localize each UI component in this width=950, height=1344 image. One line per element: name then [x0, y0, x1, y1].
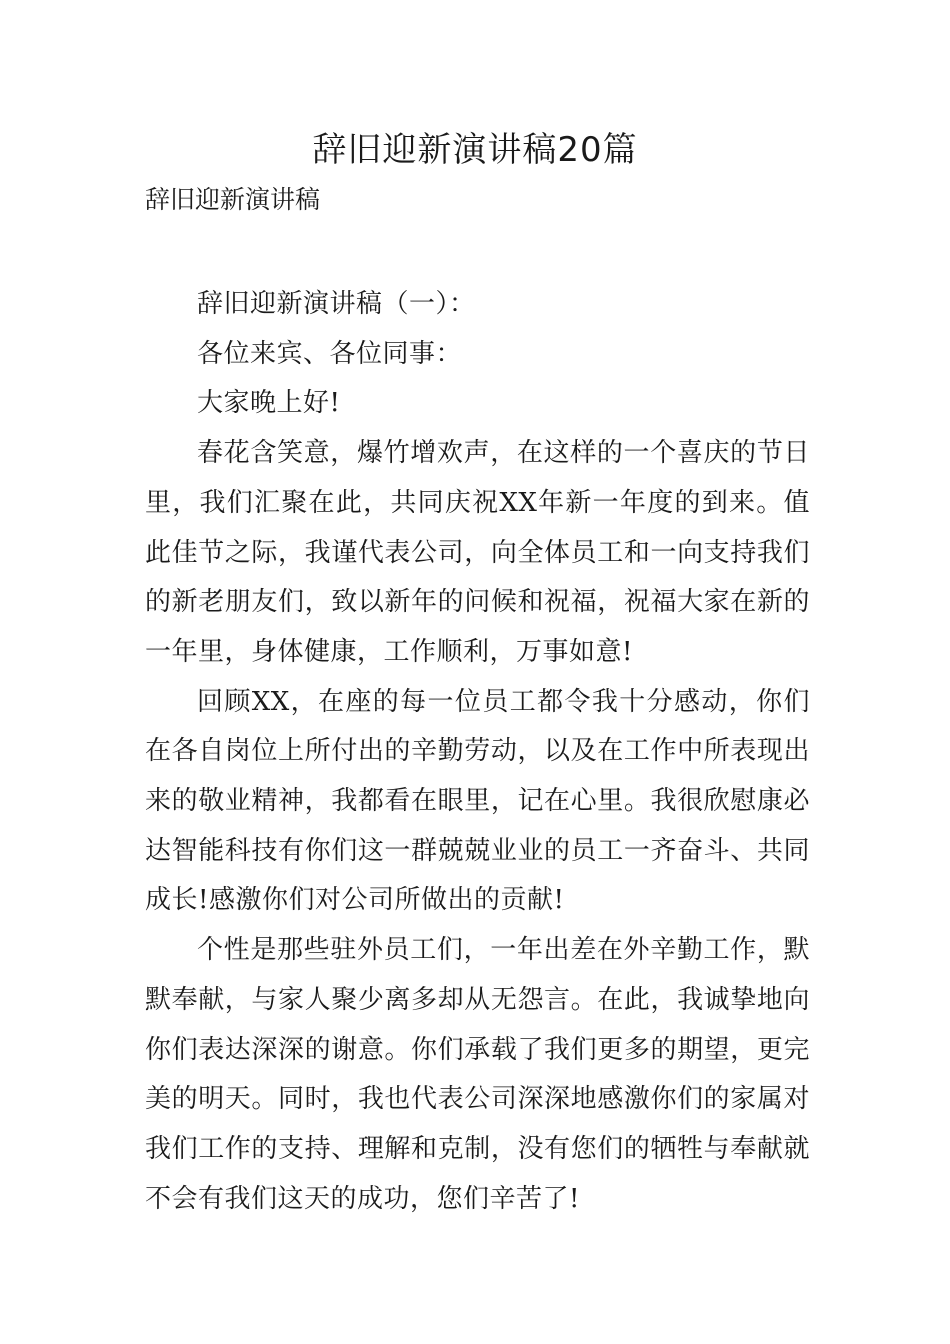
document-body	[145, 280, 810, 1224]
paragraph-body-1: 春花含笑意，爆竹增欢声，在这样的一个喜庆的节日里，我们汇聚在此，共同庆祝XX年新一年度的到来。值此佳节之际，我谨代表公司，向全体员工和一向支持我们的新老朋友们，致以新年的问候和祝福，祝福大家在新的一年里，身体健康，工作顺利，万事如意!	[145, 438, 810, 667]
document-subtitle: 辞旧迎新演讲稿	[145, 185, 321, 214]
paragraph-greeting: 大家晚上好!	[197, 388, 341, 419]
paragraph-body-2: 回顾XX，在座的每一位员工都令我十分感动，你们在各自岗位上所付出的辛勤劳动，以及在工作中所表现出来的敬业精神，我都看在眼里，记在心里。我很欣慰康必达智能科技有你们这一群兢兢业业的员工一齐奋斗、共同成长!感激你们对公司所做出的贡献!	[145, 686, 810, 916]
paragraph-salutation: 各位来宾、各位同事：	[197, 338, 463, 369]
paragraph-body-3: 个性是那些驻外员工们，一年出差在外辛勤工作，默默奉献，与家人聚少离多却从无怨言。在此，我诚挚地向你们表达深深的谢意。你们承载了我们更多的期望，更完美的明天。同时，我也代表公司深深地感激你们的家属对我们工作的支持、理解和克制，没有您们的牺牲与奉献就不会有我们这天的成功，您们辛苦了!	[145, 935, 810, 1214]
document-title: 辞旧迎新演讲稿20篇	[312, 130, 638, 170]
paragraph-heading: 辞旧迎新演讲稿（一）：	[197, 289, 476, 319]
